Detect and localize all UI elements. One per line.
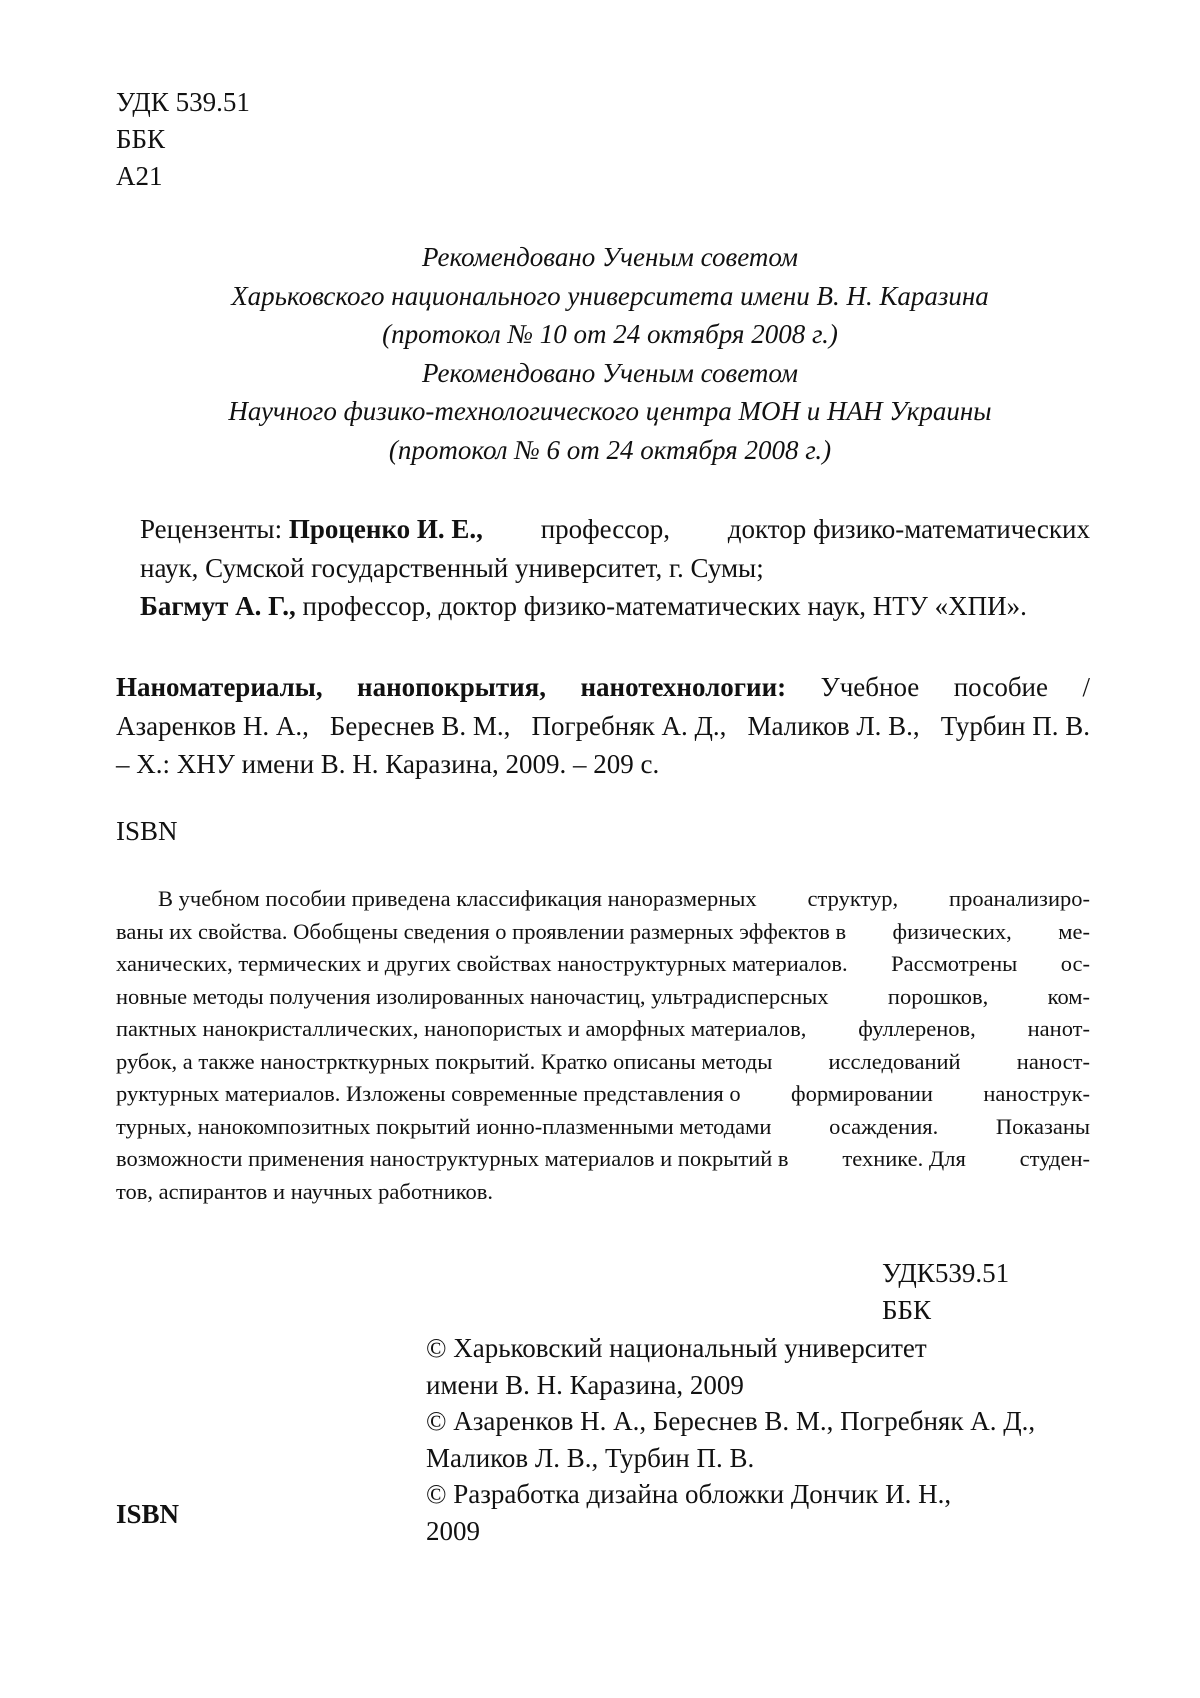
abstract-line: возможности применения наноструктурных материалов и покрытий в технике. Для студен-: [116, 1146, 1090, 1171]
reviewer-details: профессор, доктор физико-математических наук, НТУ «ХПИ».: [302, 591, 1027, 621]
isbn-label-bottom: ISBN: [116, 1499, 180, 1529]
abstract-line: тов, аспирантов и научных работников.: [116, 1178, 494, 1204]
classification-codes: [116, 84, 250, 195]
reviewer-affiliation: наук, Сумской государственный университет, г. Сумы;: [140, 552, 764, 583]
author-mark: А21: [116, 161, 163, 191]
reviewer-name: Проценко И. Е.,: [288, 514, 483, 544]
reviewer-title: профессор,: [540, 514, 671, 544]
abstract-paragraph: [116, 883, 1090, 1208]
recommendation-line: (протокол № 6 от 24 октября 2008 г.): [388, 434, 832, 465]
bbk-code: ББК: [882, 1295, 932, 1325]
recommendation-block: [150, 238, 1070, 469]
recommendation-line: (протокол № 10 от 24 октября 2008 г.): [382, 319, 838, 349]
copyright-line: © Азаренков Н. А., Береснев В. М., Погребняк А. Д.,: [426, 1406, 1036, 1436]
biblio-authors: Азаренков Н. А., Береснев В. М., Погребняк А. Д., Маликов Л. В., Турбин П. В.: [116, 710, 1090, 741]
udk-code: УДК 539.51: [116, 87, 250, 117]
copyright-line: © Разработка дизайна обложки Дончик И. Н.,: [426, 1479, 952, 1509]
abstract-line: руктурных материалов. Изложены современные представления о формировании нанострук-: [116, 1081, 1090, 1106]
copyright-line: 2009: [426, 1515, 480, 1546]
copyright-block: [426, 1330, 1035, 1549]
abstract-line: В учебном пособии приведена классификация наноразмерных структур, проанализиро-: [158, 886, 1090, 911]
bbk-code: ББК: [116, 124, 166, 154]
abstract-line: ханических, термических и других свойствах наноструктурных материалов. Рассмотрены ос-: [116, 951, 1090, 976]
recommendation-line: Рекомендовано Ученым советом: [421, 242, 799, 272]
reviewers-block: [140, 510, 1090, 626]
abstract-line: турных, нанокомпозитных покрытий ионно-плазменными методами осаждения. Показаны: [116, 1113, 1090, 1139]
reviewer-degree: доктор физико-математических: [727, 514, 1090, 544]
abstract-line: рубок, а также наностркткурных покрытий. Кратко описаны методы исследований наност-: [116, 1048, 1090, 1074]
biblio-publisher: – Х.: ХНУ имени В. Н. Каразина, 2009. – 209 с.: [116, 749, 660, 779]
bibliographic-description: [116, 668, 1090, 784]
recommendation-line: Рекомендовано Ученым советом: [421, 357, 799, 388]
recommendation-line: Харьковского национального университета имени В. Н. Каразина: [231, 280, 989, 311]
reviewer-line: [140, 587, 1090, 626]
reviewer-line: [140, 510, 1090, 549]
bottom-classification-codes: [882, 1255, 1009, 1329]
biblio-line: Наноматериалы, нанопокрытия, нанотехнологии: Учебное пособие /: [116, 672, 1090, 702]
abstract-line: новные методы получения изолированных наночастиц, ультрадисперсных порошков, ком-: [116, 983, 1090, 1009]
isbn-label: ISBN: [116, 816, 178, 846]
abstract-line: пактных нанокристаллических, нанопористых и аморфных материалов, фуллеренов, нанот-: [116, 1016, 1090, 1041]
udk-code: УДК539.51: [882, 1258, 1010, 1288]
copyright-line: Маликов Л. В., Турбин П. В.: [426, 1442, 755, 1473]
reviewer-name: Багмут А. Г.,: [140, 591, 296, 621]
reviewers-label: Рецензенты: Проценко И. Е.,: [140, 514, 483, 544]
copyright-line: © Харьковский национальный университет: [426, 1333, 927, 1363]
copyright-line: имени В. Н. Каразина, 2009: [426, 1369, 744, 1400]
abstract-line: ваны их свойства. Обобщены сведения о проявлении размерных эффектов в физических, ме-: [116, 918, 1090, 944]
recommendation-line: Научного физико-технологического центра МОН и НАН Украины: [228, 396, 992, 426]
